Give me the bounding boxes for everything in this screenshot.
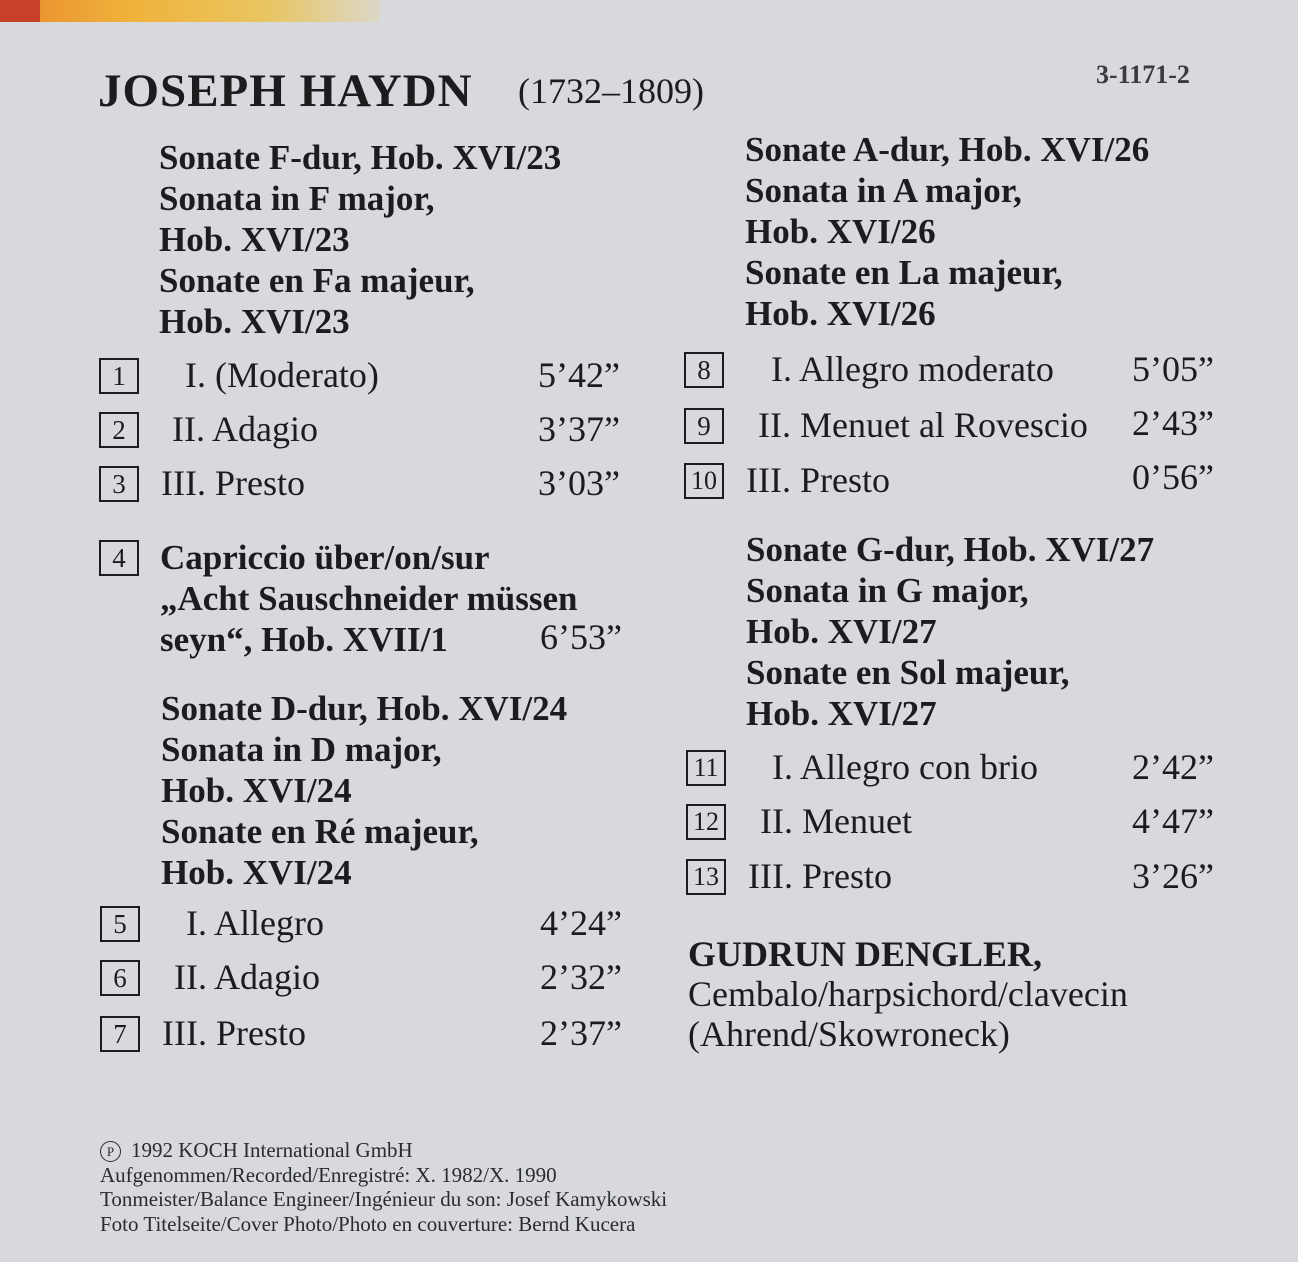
heading-line: Hob. XVI/23	[159, 220, 350, 259]
heading-line: seyn“, Hob. XVII/1	[160, 620, 448, 659]
track-title: II. Menuet al Rovescio	[758, 405, 1088, 445]
track-duration: 6’53”	[540, 617, 622, 657]
track-number: 7	[100, 1016, 140, 1052]
heading-line: Sonate en La majeur,	[745, 253, 1063, 292]
heading-line: Capriccio über/on/sur	[160, 538, 490, 577]
track-number: 8	[684, 352, 724, 388]
composer-name: JOSEPH HAYDN	[98, 65, 473, 117]
work-heading-g-major	[746, 529, 1154, 734]
heading-line: Hob. XVI/27	[746, 612, 937, 651]
copyright-line	[100, 1138, 667, 1163]
heading-line: Sonate D-dur, Hob. XVI/24	[161, 689, 568, 728]
heading-line: Hob. XVI/24	[161, 853, 352, 892]
heading-line: Sonate en Ré majeur,	[161, 812, 479, 851]
track-title: I. Allegro	[186, 903, 324, 943]
track-duration: 2’32”	[540, 957, 622, 997]
track-number: 12	[686, 804, 726, 840]
heading-line: Hob. XVI/24	[161, 771, 352, 810]
track-duration: 5’05”	[1132, 349, 1214, 389]
track-number: 13	[686, 859, 726, 895]
work-heading-f-major	[159, 137, 561, 342]
track-duration: 0’56”	[1132, 457, 1214, 497]
heading-line: Hob. XVI/27	[746, 694, 937, 733]
heading-line: Sonate F-dur, Hob. XVI/23	[159, 138, 562, 177]
track-title: II. Adagio	[174, 957, 320, 997]
work-heading-d-major	[161, 688, 567, 893]
heading-line: Sonata in F major,	[159, 179, 435, 218]
track-duration: 5’42”	[538, 355, 620, 395]
track-number: 2	[99, 412, 139, 448]
track-title: I. (Moderato)	[185, 355, 379, 395]
performer-instrument: Cembalo/harpsichord/clavecin	[688, 974, 1128, 1014]
track-title: III. Presto	[746, 460, 890, 500]
track-title: I. Allegro moderato	[771, 349, 1054, 389]
track-title: I. Allegro con brio	[772, 747, 1038, 787]
capriccio-heading	[160, 537, 577, 660]
heading-line: Sonata in A major,	[745, 171, 1022, 210]
track-duration: 2’42”	[1132, 747, 1214, 787]
heading-line: Hob. XVI/26	[745, 212, 936, 251]
work-heading-a-major	[745, 129, 1149, 334]
track-title: III. Presto	[162, 1013, 306, 1053]
heading-line: Hob. XVI/23	[159, 302, 350, 341]
track-duration: 4’24”	[540, 903, 622, 943]
heading-line: Sonata in G major,	[746, 571, 1029, 610]
composer-dates: (1732–1809)	[518, 71, 704, 111]
track-number: 5	[100, 906, 140, 942]
heading-line: „Acht Sauschneider müssen	[160, 579, 578, 618]
cover-edge-strip	[0, 0, 380, 22]
credits-block	[100, 1138, 667, 1236]
heading-line: Sonate en Fa majeur,	[159, 261, 475, 300]
recorded-line: Aufgenommen/Recorded/Enregistré: X. 1982/X. 1990	[100, 1162, 557, 1187]
track-duration: 2’43”	[1132, 403, 1214, 443]
photo-credit-line: Foto Titelseite/Cover Photo/Photo en couverture: Bernd Kucera	[100, 1211, 636, 1236]
track-title: III. Presto	[161, 463, 305, 503]
heading-line: Sonate A-dur, Hob. XVI/26	[745, 130, 1150, 169]
track-title: II. Menuet	[760, 801, 912, 841]
track-duration: 3’03”	[538, 463, 620, 503]
track-number: 6	[100, 960, 140, 996]
track-duration: 2’37”	[540, 1013, 622, 1053]
track-number: 9	[684, 408, 724, 444]
heading-line: Hob. XVI/26	[745, 294, 936, 333]
catalog-number: 3-1171-2	[1096, 60, 1190, 89]
engineer-line: Tonmeister/Balance Engineer/Ingénieur du son: Josef Kamykowski	[100, 1187, 668, 1211]
heading-line: Sonate G-dur, Hob. XVI/27	[746, 530, 1155, 569]
heading-line: Sonata in D major,	[161, 730, 442, 769]
track-number: 4	[99, 540, 139, 576]
track-number: 10	[684, 463, 724, 499]
performer-block	[688, 934, 1128, 1054]
phonogram-icon: P	[100, 1141, 121, 1162]
track-duration: 3’26”	[1132, 856, 1214, 896]
track-duration: 3’37”	[538, 409, 620, 449]
performer-name: GUDRUN DENGLER,	[688, 934, 1043, 974]
track-duration: 4’47”	[1132, 801, 1214, 841]
track-title: III. Presto	[748, 856, 892, 896]
heading-line: Sonate en Sol majeur,	[746, 653, 1070, 692]
cover-edge-accent	[0, 0, 40, 22]
track-number: 11	[686, 750, 726, 786]
track-number: 1	[99, 358, 139, 394]
track-number: 3	[99, 466, 139, 502]
copyright-text: 1992 KOCH International GmbH	[131, 1138, 413, 1162]
instrument-builders: (Ahrend/Skowroneck)	[688, 1014, 1010, 1054]
track-title: II. Adagio	[172, 409, 318, 449]
